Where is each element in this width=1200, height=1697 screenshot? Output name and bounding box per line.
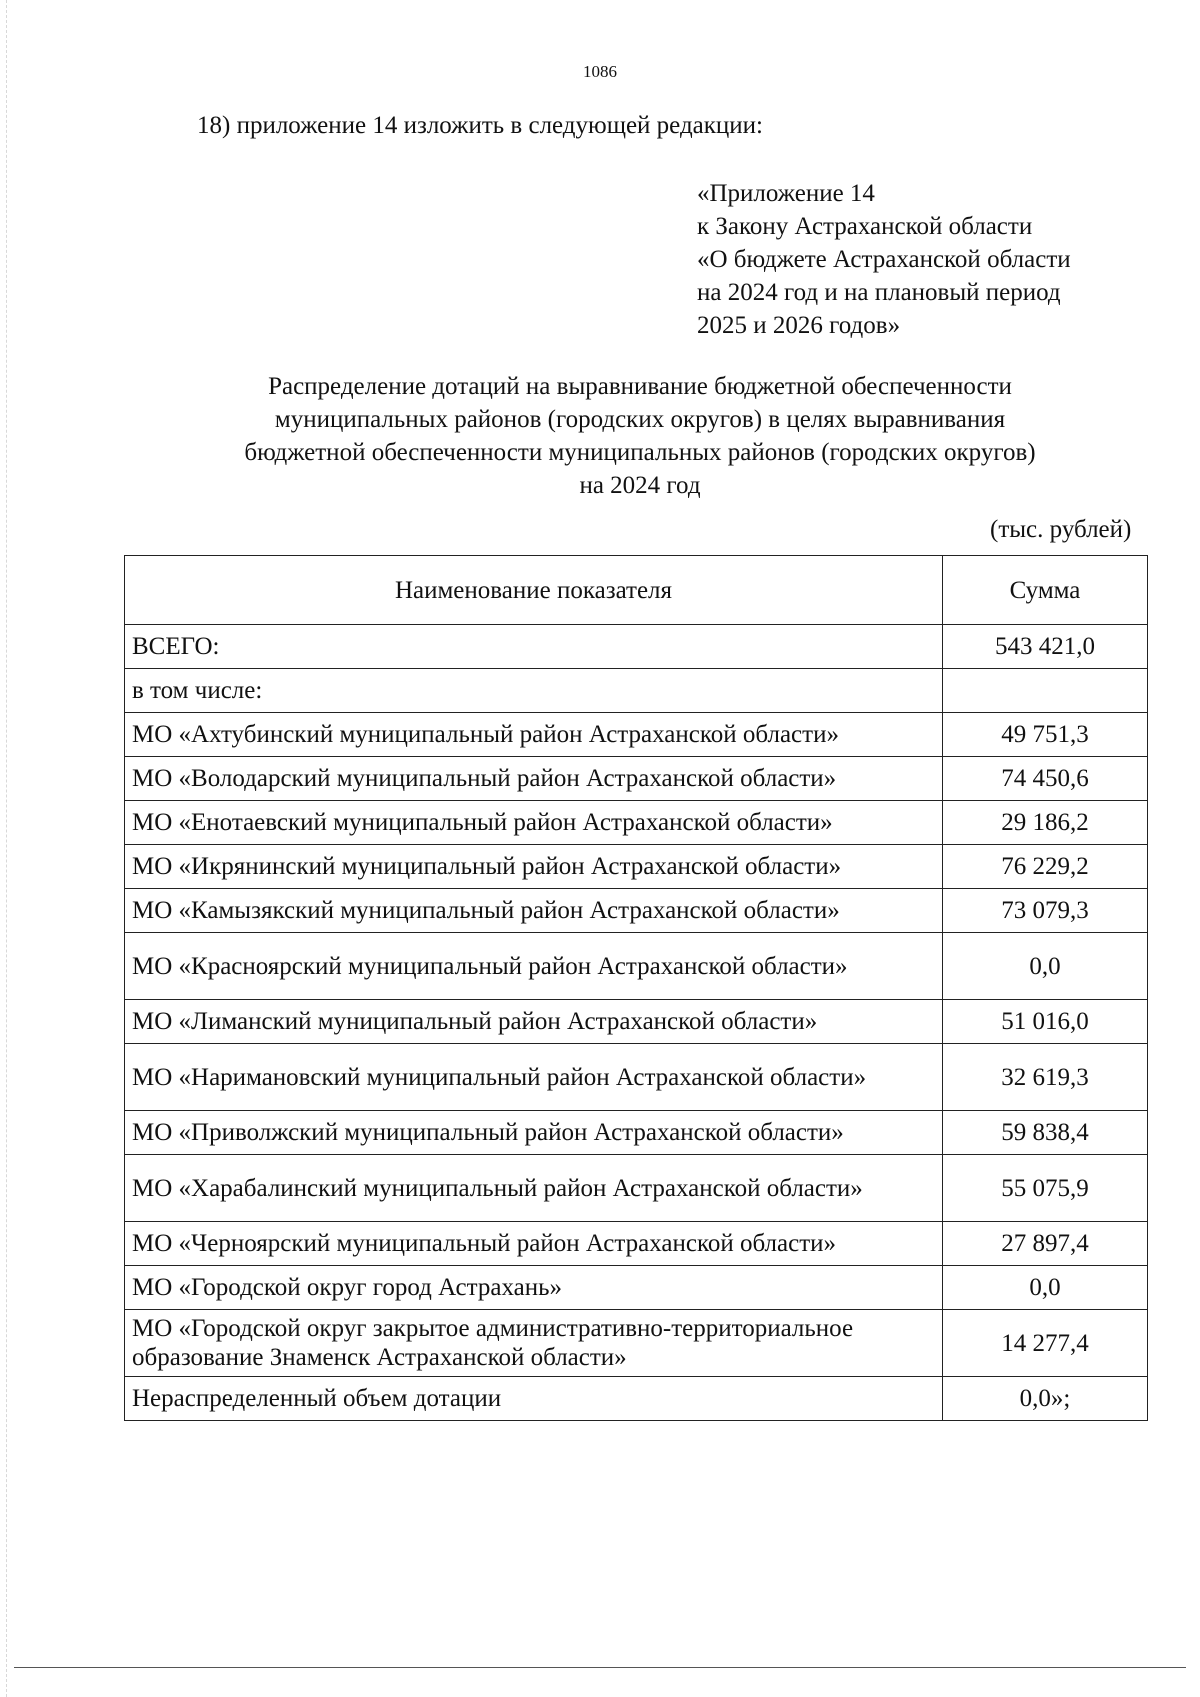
page-number: 1086 — [583, 62, 617, 81]
row-name-cell: МО «Ахтубинский муниципальный район Астраханской области» — [125, 713, 943, 757]
row-sum-cell: 543 421,0 — [943, 625, 1148, 669]
appendix-header-line: «Приложение 14 — [697, 180, 875, 207]
row-name-cell: МО «Енотаевский муниципальный район Астраханской области» — [125, 801, 943, 845]
row-sum-cell: 0,0 — [943, 1266, 1148, 1310]
column-header-sum: Сумма — [943, 556, 1148, 625]
appendix-header-line: на 2024 год и на плановый период — [697, 279, 1061, 306]
row-sum-cell: 29 186,2 — [943, 801, 1148, 845]
row-sum-cell: 32 619,3 — [943, 1044, 1148, 1111]
document-title — [0, 370, 1200, 502]
row-name-cell: МО «Приволжский муниципальный район Астраханской области» — [125, 1111, 943, 1155]
table-header-row — [125, 556, 1148, 625]
appendix-header-line: 2025 и 2026 годов» — [697, 312, 901, 339]
row-name-cell: МО «Камызякский муниципальный район Астраханской области» — [125, 889, 943, 933]
row-name-cell: МО «Икрянинский муниципальный район Астраханской области» — [125, 845, 943, 889]
table-row — [125, 801, 1148, 845]
scan-edge-line — [6, 0, 7, 1697]
row-sum-cell: 73 079,3 — [943, 889, 1148, 933]
table-row — [125, 1222, 1148, 1266]
row-sum-cell: 59 838,4 — [943, 1111, 1148, 1155]
row-sum-cell — [943, 669, 1148, 713]
appendix-header-line: «О бюджете Астраханской области — [697, 246, 1071, 273]
table-row — [125, 1044, 1148, 1111]
intro-paragraph: 18) приложение 14 изложить в следующей редакции: — [197, 112, 763, 139]
table-row — [125, 1155, 1148, 1222]
row-name-cell: МО «Володарский муниципальный район Астраханской области» — [125, 757, 943, 801]
row-sum-cell: 74 450,6 — [943, 757, 1148, 801]
row-name-cell: МО «Черноярский муниципальный район Астраханской области» — [125, 1222, 943, 1266]
subsidy-distribution-table — [124, 555, 1148, 1421]
table-row — [125, 1111, 1148, 1155]
row-name-cell: МО «Городской округ город Астрахань» — [125, 1266, 943, 1310]
table-row — [125, 713, 1148, 757]
row-name-cell: ВСЕГО: — [125, 625, 943, 669]
table-row — [125, 845, 1148, 889]
table-row — [125, 933, 1148, 1000]
table-row-unallocated — [125, 1377, 1148, 1421]
row-name-cell: МО «Лиманский муниципальный район Астраханской области» — [125, 1000, 943, 1044]
table-row — [125, 1310, 1148, 1377]
row-sum-cell: 27 897,4 — [943, 1222, 1148, 1266]
row-name-cell: МО «Городской округ закрытое административно-территориальное образование Знаменск Астраханской области» — [125, 1310, 943, 1377]
row-name-cell: Нераспределенный объем дотации — [125, 1377, 943, 1421]
table-row-total — [125, 625, 1148, 669]
document-title-line: Распределение дотаций на выравнивание бюджетной обеспеченности — [268, 373, 1012, 400]
row-sum-cell: 49 751,3 — [943, 713, 1148, 757]
bottom-divider — [14, 1667, 1186, 1668]
appendix-header-line: к Закону Астраханской области — [697, 213, 1033, 240]
document-title-line: на 2024 год — [579, 472, 701, 499]
table-row-including — [125, 669, 1148, 713]
document-title-line: бюджетной обеспеченности муниципальных районов (городских округов) — [244, 439, 1036, 466]
document-title-line: муниципальных районов (городских округов) в целях выравнивания — [274, 406, 1006, 433]
row-name-cell: МО «Наримановский муниципальный район Астраханской области» — [125, 1044, 943, 1111]
table-row — [125, 1266, 1148, 1310]
row-sum-cell: 76 229,2 — [943, 845, 1148, 889]
row-sum-cell: 55 075,9 — [943, 1155, 1148, 1222]
table-row — [125, 757, 1148, 801]
units-label: (тыс. рублей) — [990, 516, 1132, 543]
row-sum-cell: 51 016,0 — [943, 1000, 1148, 1044]
table-row — [125, 889, 1148, 933]
row-name-cell: МО «Красноярский муниципальный район Астраханской области» — [125, 933, 943, 1000]
row-sum-cell: 14 277,4 — [943, 1310, 1148, 1377]
row-name-cell: в том числе: — [125, 669, 943, 713]
row-sum-cell: 0,0»; — [943, 1377, 1148, 1421]
table-row — [125, 1000, 1148, 1044]
row-sum-cell: 0,0 — [943, 933, 1148, 1000]
row-name-cell: МО «Харабалинский муниципальный район Астраханской области» — [125, 1155, 943, 1222]
column-header-name: Наименование показателя — [125, 556, 943, 625]
appendix-header — [697, 177, 1071, 342]
